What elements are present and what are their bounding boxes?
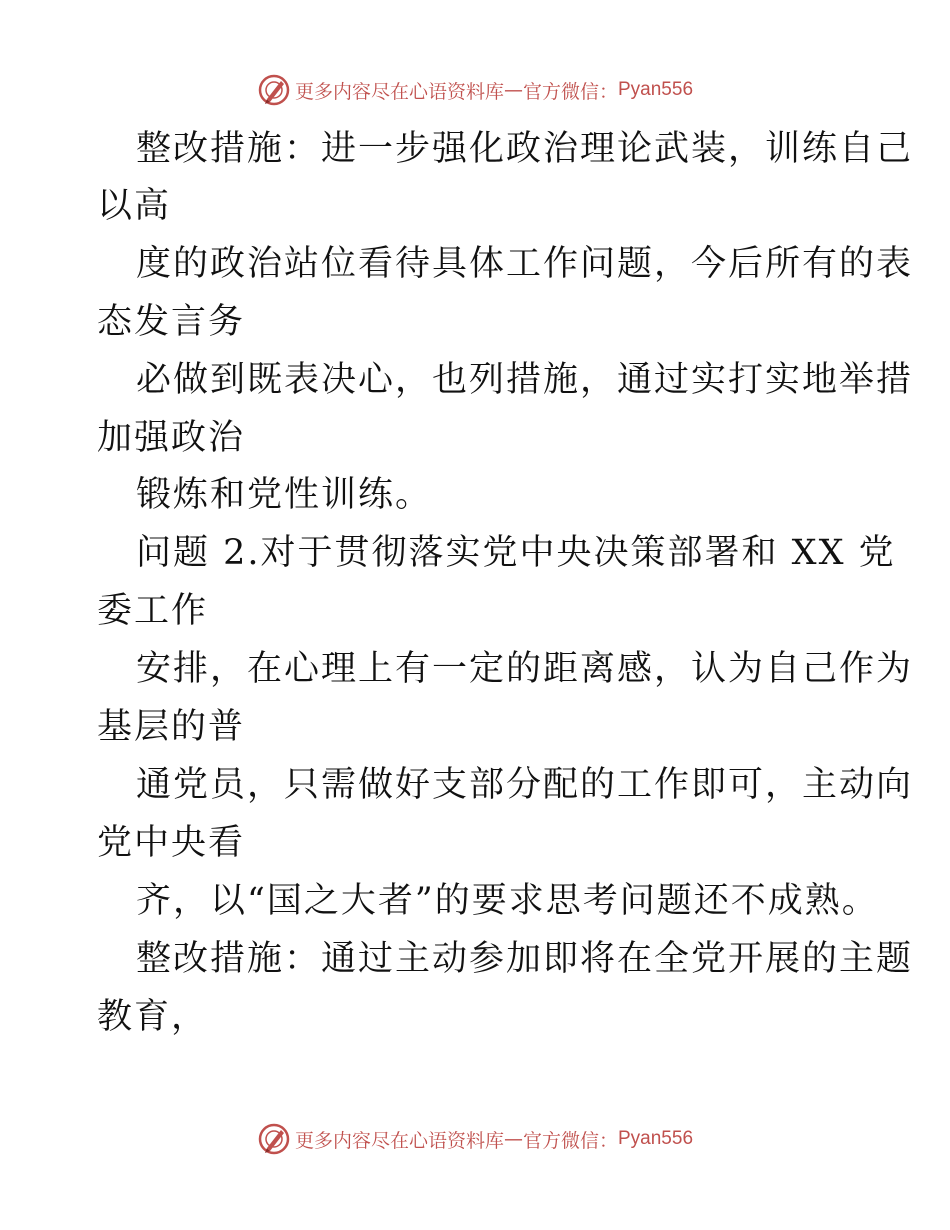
body-line: 整改措施：通过主动参加即将在全党开展的主题 (136, 939, 914, 979)
body-line: 教育， (97, 997, 209, 1037)
banner-separator: — (503, 79, 523, 101)
pen-logo-icon (257, 73, 291, 107)
body-line: 安排，在心理上有一定的距离感，认为自己作为 (136, 649, 914, 689)
banner-text: 更多内容尽在心语资料库 (294, 1129, 504, 1152)
banner-account: Pyan556 (618, 1128, 694, 1149)
banner-separator: — (503, 1128, 523, 1150)
body-line: 基层的普 (97, 707, 246, 747)
body-line: 整改措施：进一步强化政治理论武装，训练自己 (136, 129, 914, 169)
body-line: 问题 2.对于贯彻落实党中央决策部署和 XX 党 (136, 533, 896, 573)
pen-logo-icon (257, 1122, 291, 1156)
body-line: 度的政治站位看待具体工作问题，今后所有的表 (136, 244, 914, 284)
banner-account: Pyan556 (618, 79, 694, 100)
body-line: 通党员，只需做好支部分配的工作即可，主动向 (136, 765, 914, 805)
banner-wechat-label: 官方微信： (522, 80, 618, 103)
body-line: 态发言务 (97, 302, 246, 342)
header-banner (0, 72, 950, 108)
banner-wechat-label: 官方微信： (522, 1129, 618, 1152)
footer-banner (0, 1121, 950, 1157)
body-line: 党中央看 (97, 823, 246, 863)
body-line: 加强政治 (97, 418, 246, 458)
body-line: 必做到既表决心，也列措施，通过实打实地举措 (136, 360, 914, 400)
body-line: 锻炼和党性训练。 (136, 475, 433, 515)
body-line: 委工作 (97, 591, 209, 631)
body-line: 以高 (97, 186, 172, 226)
banner-text: 更多内容尽在心语资料库 (294, 80, 504, 103)
body-line: 齐，以“国之大者”的要求思考问题还不成熟。 (136, 881, 879, 921)
